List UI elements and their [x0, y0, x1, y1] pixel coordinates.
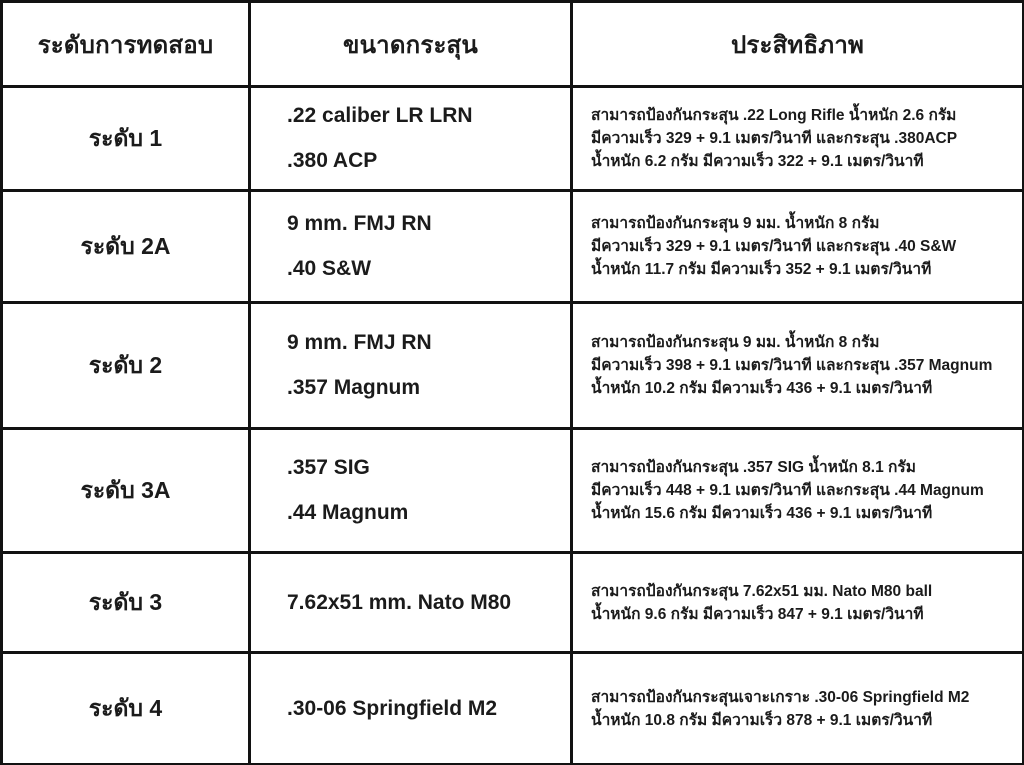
performance-line: น้ำหนัก 6.2 กรัม มีความเร็ว 322 + 9.1 เมตร/วินาที — [591, 153, 924, 170]
performance-line: มีความเร็ว 329 + 9.1 เมตร/วินาที และกระสุน .40 S&W — [591, 238, 957, 255]
table-row-level-3a — [2, 429, 1024, 553]
header-test-level: ระดับการทดสอบ — [2, 2, 250, 87]
caliber-line: .40 S&W — [287, 257, 372, 280]
performance-cell — [572, 553, 1024, 653]
caliber-line: .357 SIG — [287, 456, 370, 479]
caliber-cell — [250, 553, 572, 653]
caliber-line: 7.62x51 mm. Nato M80 — [287, 590, 512, 614]
performance-cell — [572, 303, 1024, 429]
performance-line: น้ำหนัก 10.8 กรัม มีความเร็ว 878 + 9.1 เมตร/วินาที — [591, 711, 933, 729]
performance-line: สามารถป้องกันกระสุน .357 SIG น้ำหนัก 8.1 กรัม — [591, 459, 916, 476]
performance-line: น้ำหนัก 15.6 กรัม มีความเร็ว 436 + 9.1 เมตร/วินาที — [591, 505, 933, 522]
caliber-cell — [250, 191, 572, 303]
performance-line: มีความเร็ว 448 + 9.1 เมตร/วินาที และกระสุน .44 Magnum — [591, 482, 984, 499]
performance-line: น้ำหนัก 10.2 กรัม มีความเร็ว 436 + 9.1 เมตร/วินาที — [591, 380, 933, 397]
performance-line: น้ำหนัก 9.6 กรัม มีความเร็ว 847 + 9.1 เมตร/วินาที — [591, 605, 924, 623]
performance-line: สามารถป้องกันกระสุน 9 มม. น้ำหนัก 8 กรัม — [591, 215, 880, 232]
caliber-cell — [250, 653, 572, 765]
caliber-line: 9 mm. FMJ RN — [287, 331, 432, 354]
header-bullet-size: ขนาดกระสุน — [250, 2, 572, 87]
caliber-cell — [250, 87, 572, 191]
caliber-cell — [250, 429, 572, 553]
table-row-level-1 — [2, 87, 1024, 191]
performance-cell — [572, 87, 1024, 191]
caliber-line: .357 Magnum — [287, 376, 421, 399]
table-row-level-3 — [2, 553, 1024, 653]
table-row-level-2a — [2, 191, 1024, 303]
table-row-level-4 — [2, 653, 1024, 765]
level-cell: ระดับ 4 — [2, 653, 250, 765]
level-cell: ระดับ 3 — [2, 553, 250, 653]
performance-cell — [572, 191, 1024, 303]
level-cell: ระดับ 2 — [2, 303, 250, 429]
header-performance: ประสิทธิภาพ — [572, 2, 1024, 87]
performance-cell — [572, 653, 1024, 765]
performance-line: มีความเร็ว 398 + 9.1 เมตร/วินาที และกระสุน .357 Magnum — [591, 357, 993, 374]
caliber-line: .22 caliber LR LRN — [287, 104, 473, 127]
level-cell: ระดับ 1 — [2, 87, 250, 191]
caliber-line: .380 ACP — [287, 149, 378, 172]
caliber-line: .30-06 Springfield M2 — [287, 696, 498, 720]
table-row-level-2 — [2, 303, 1024, 429]
level-cell: ระดับ 3A — [2, 429, 250, 553]
performance-line: สามารถป้องกันกระสุน 7.62x51 มม. Nato M80 ball — [591, 582, 933, 600]
performance-line: มีความเร็ว 329 + 9.1 เมตร/วินาที และกระสุน .380ACP — [591, 130, 958, 147]
caliber-line: .44 Magnum — [287, 501, 409, 524]
performance-line: สามารถป้องกันกระสุน 9 มม. น้ำหนัก 8 กรัม — [591, 334, 880, 351]
level-cell: ระดับ 2A — [2, 191, 250, 303]
performance-cell — [572, 429, 1024, 553]
caliber-cell — [250, 303, 572, 429]
performance-line: น้ำหนัก 11.7 กรัม มีความเร็ว 352 + 9.1 เมตร/วินาที — [591, 261, 932, 278]
performance-line: สามารถป้องกันกระสุน .22 Long Rifle น้ำหนัก 2.6 กรัม — [591, 107, 957, 124]
caliber-line: 9 mm. FMJ RN — [287, 212, 432, 235]
performance-line: สามารถป้องกันกระสุนเจาะเกราะ .30-06 Springfield M2 — [591, 688, 970, 706]
table-header-row — [2, 2, 1024, 87]
